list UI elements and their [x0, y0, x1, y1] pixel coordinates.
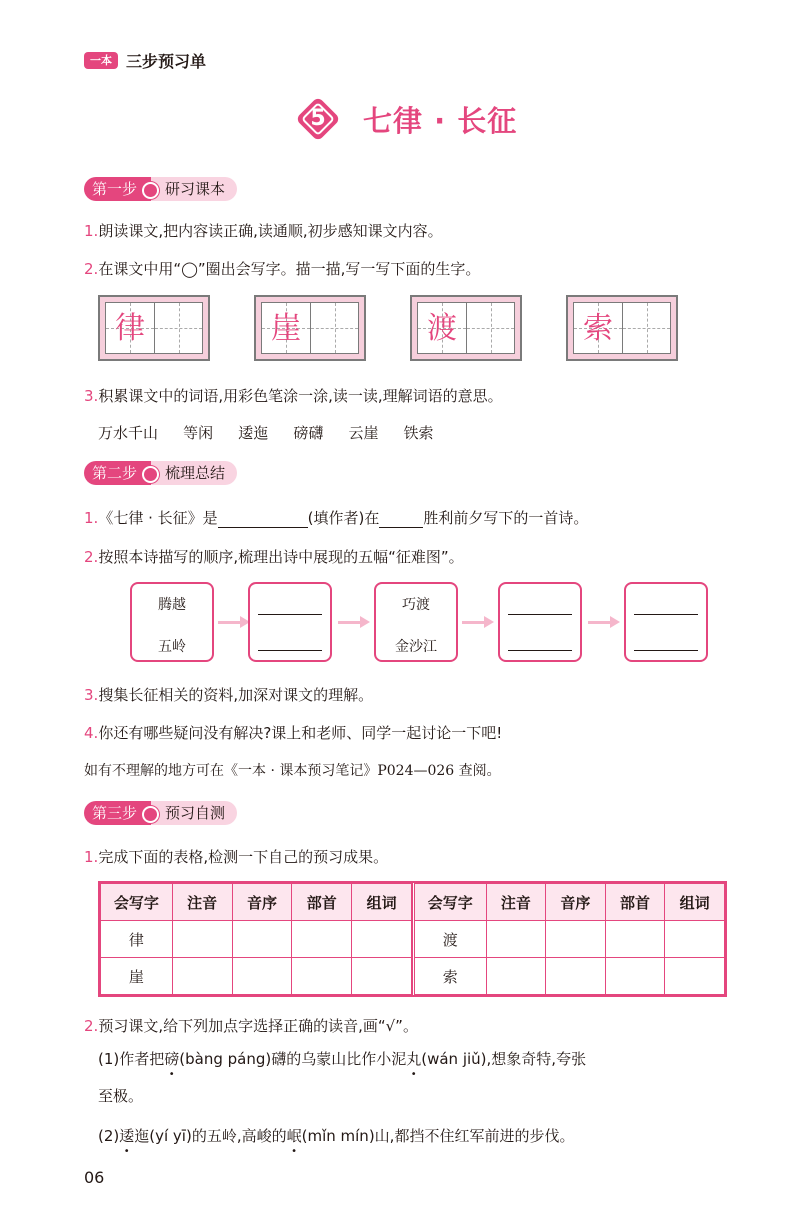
step1-name: 研习课本	[151, 177, 237, 201]
step2-item2: 2.按照本诗描写的顺序,梳理出诗中展现的五幅“征难图”。	[84, 548, 464, 566]
answer-cell[interactable]	[605, 921, 665, 958]
arrow-icon	[338, 616, 370, 628]
answer-cell[interactable]	[292, 958, 352, 995]
char-practice-grid[interactable]	[254, 295, 366, 361]
char-practice-grid[interactable]	[98, 295, 210, 361]
answer-cell[interactable]	[292, 921, 352, 958]
event-blank[interactable]	[379, 527, 423, 528]
answer-cell[interactable]	[665, 921, 725, 958]
answer-cell[interactable]	[486, 958, 546, 995]
answer-cell[interactable]	[665, 958, 725, 995]
arrow-icon	[462, 616, 494, 628]
step2-name: 梳理总结	[151, 461, 237, 485]
answer-cell[interactable]	[172, 958, 232, 995]
series-header	[84, 50, 206, 70]
char-practice-grid[interactable]	[410, 295, 522, 361]
answer-cell[interactable]	[352, 921, 412, 958]
answer-cell[interactable]	[232, 958, 292, 995]
self-check-table	[98, 881, 727, 997]
page-number: 06	[84, 1168, 105, 1187]
reference-note: 如有不理解的地方可在《一本 · 课本预习笔记》P024—026 查阅。	[84, 763, 501, 779]
dotted-char: 逶	[119, 1127, 135, 1145]
table-row: 崖	[101, 958, 412, 995]
step2-tag: 第二步	[84, 461, 151, 485]
answer-line[interactable]	[634, 650, 698, 651]
hardship-box-2[interactable]	[248, 582, 332, 662]
box-text: 腾越	[158, 597, 186, 613]
hardship-box-1	[130, 582, 214, 662]
answer-line[interactable]	[258, 614, 322, 615]
step2-item3: 3.搜集长征相关的资料,加深对课文的理解。	[84, 686, 374, 704]
pinyin-choices[interactable]: 迤(yí yī)的五岭,高峻的	[134, 1127, 287, 1145]
step1-item2: 2.在课文中用“◯”圈出会写字。描一描,写一写下面的生字。	[84, 260, 481, 278]
vocab-word[interactable]: 铁索	[403, 424, 434, 442]
author-blank[interactable]	[218, 527, 308, 528]
answer-line[interactable]	[508, 614, 572, 615]
vocab-word[interactable]: 等闲	[183, 424, 214, 442]
trace-char: 索	[583, 311, 613, 346]
pinyin-question-2: (2)逶迤(yí yī)的五岭,高峻的岷(mǐn mín)山,都挡不住红军前进的步伐。	[98, 1127, 575, 1145]
arrow-icon	[218, 616, 250, 628]
table-header-row: 会写字 注音 音序 部首 组词	[414, 884, 725, 921]
step1-item1: 1.朗读课文,把内容读正确,读通顺,初步感知课文内容。	[84, 222, 443, 240]
answer-line[interactable]	[508, 650, 572, 651]
step1-heading	[84, 176, 237, 202]
answer-line[interactable]	[258, 650, 322, 651]
hardship-box-5[interactable]	[624, 582, 708, 662]
answer-cell[interactable]	[605, 958, 665, 995]
step1-tag: 第一步	[84, 177, 151, 201]
step3-item2: 2.预习课文,给下列加点字选择正确的读音,画“√”。	[84, 1017, 418, 1035]
step3-name: 预习自测	[151, 801, 237, 825]
dotted-char: 岷	[286, 1127, 302, 1145]
box-text: 金沙江	[395, 639, 437, 655]
dotted-char: 丸	[406, 1050, 422, 1068]
table-left	[100, 883, 412, 995]
table-row: 渡	[414, 921, 725, 958]
answer-cell[interactable]	[172, 921, 232, 958]
pinyin-question-1: (1)作者把磅(bàng páng)礴的乌蒙山比作小泥丸(wán jiǔ),想象奇特,夸张	[98, 1050, 587, 1068]
answer-cell[interactable]	[546, 958, 606, 995]
lesson-title-block	[295, 96, 517, 142]
lesson-number: 5	[310, 106, 326, 131]
step2-heading	[84, 460, 237, 486]
table-row: 律	[101, 921, 412, 958]
answer-cell[interactable]	[352, 958, 412, 995]
vocab-word[interactable]: 万水千山	[98, 424, 159, 442]
box-text: 五岭	[158, 639, 186, 655]
step2-item1: 1.《七律 · 长征》是 (填作者)在 胜利前夕写下的一首诗。	[84, 509, 589, 527]
pinyin-choices[interactable]: (bàng páng)礴的乌蒙山比作小泥	[179, 1050, 407, 1068]
step1-item3: 3.积累课文中的词语,用彩色笔涂一涂,读一读,理解词语的意思。	[84, 387, 503, 405]
trace-char: 律	[115, 311, 145, 346]
table-right	[412, 883, 725, 995]
series-title: 三步预习单	[126, 51, 207, 71]
dotted-char: 磅	[164, 1050, 180, 1068]
answer-cell[interactable]	[232, 921, 292, 958]
arrow-icon	[588, 616, 620, 628]
pinyin-choices[interactable]: (mǐn mín)山,都挡不住红军前进的步伐。	[301, 1127, 575, 1145]
hardship-box-4[interactable]	[498, 582, 582, 662]
step3-item1: 1.完成下面的表格,检测一下自己的预习成果。	[84, 848, 389, 866]
answer-line[interactable]	[634, 614, 698, 615]
table-header-row: 会写字 注音 音序 部首 组词	[101, 884, 412, 921]
table-row: 索	[414, 958, 725, 995]
step2-item4: 4.你还有哪些疑问没有解决?课上和老师、同学一起讨论一下吧!	[84, 724, 503, 742]
hardship-box-3	[374, 582, 458, 662]
brand-logo: 一本	[84, 52, 118, 69]
lesson-title: 七律 · 长征	[363, 103, 518, 138]
vocab-word[interactable]: 云崖	[348, 424, 379, 442]
answer-cell[interactable]	[546, 921, 606, 958]
pinyin-choices[interactable]: (wán jiǔ),想象奇特,夸张	[421, 1050, 587, 1068]
vocab-word[interactable]: 磅礴	[293, 424, 324, 442]
vocab-list	[98, 422, 454, 443]
answer-cell[interactable]	[486, 921, 546, 958]
trace-char: 渡	[427, 311, 457, 346]
pinyin-question-1-cont: 至极。	[98, 1087, 144, 1105]
lesson-number-badge	[295, 96, 341, 142]
vocab-word[interactable]: 逶迤	[238, 424, 269, 442]
step3-heading	[84, 800, 237, 826]
trace-char: 崖	[271, 311, 301, 346]
step3-tag: 第三步	[84, 801, 151, 825]
char-practice-grid[interactable]	[566, 295, 678, 361]
box-text: 巧渡	[402, 597, 430, 613]
